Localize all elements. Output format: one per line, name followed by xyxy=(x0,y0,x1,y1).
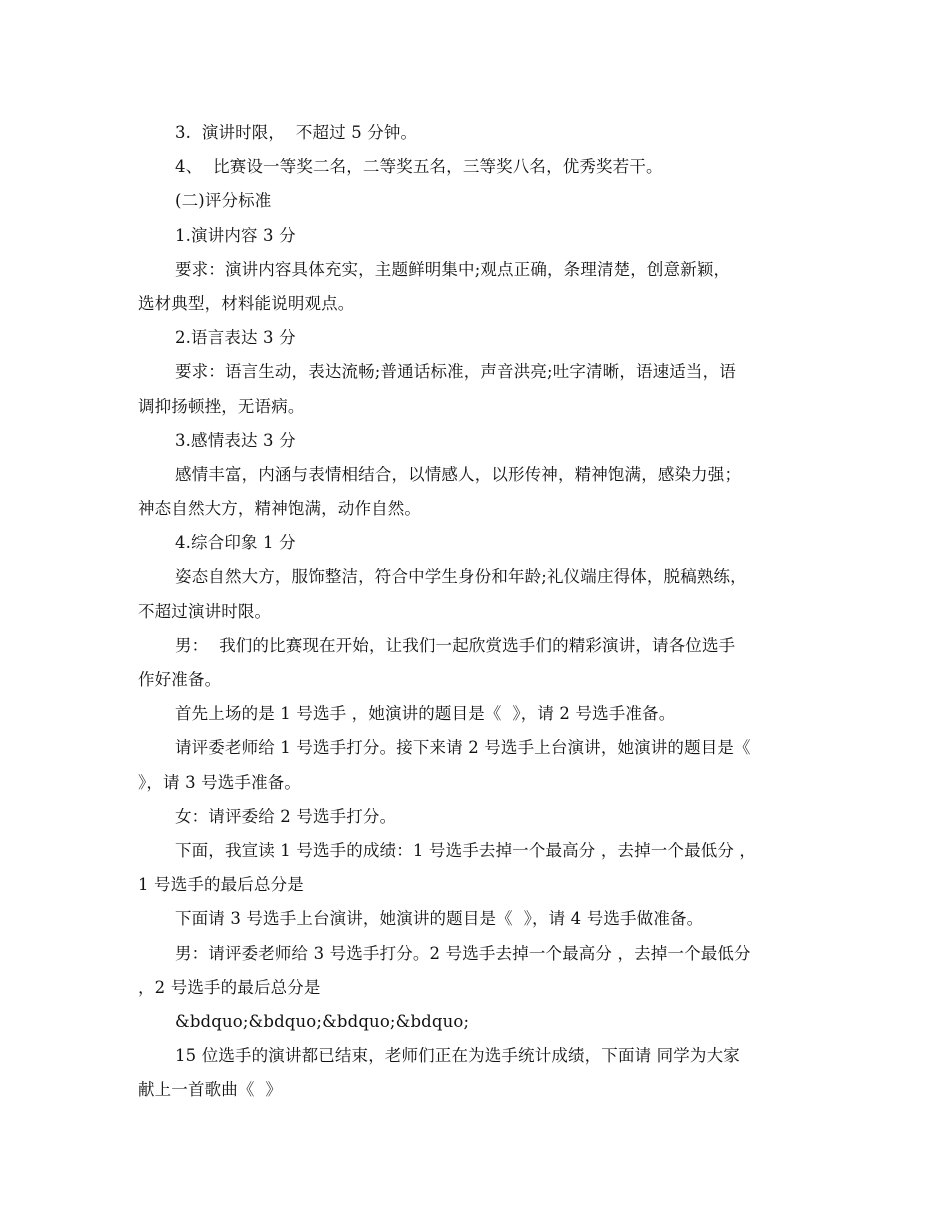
criterion-heading: 4.综合印象 1 分 xyxy=(175,533,296,553)
text-line: 作好准备。 xyxy=(138,670,222,689)
text-line: 选材典型，材料能说明观点。 xyxy=(138,293,355,313)
text-line: 要求：语言生动，表达流畅;普通话标准，声音洪亮;吐字清晰，语速适当，语 xyxy=(175,362,736,382)
text-line: 要求：演讲内容具体充实，主题鲜明集中;观点正确，条理清楚，创意新颖， xyxy=(175,259,731,279)
text-line: 感情丰富，内涵与表情相结合，以情感人，以形传神，精神饱满，感染力强； xyxy=(175,464,742,484)
text-line: 献上一首歌曲《 》 xyxy=(138,1080,282,1100)
text-line: 4、 比赛设一等奖二名，二等奖五名，三等奖八名，优秀奖若干。 xyxy=(175,157,663,177)
text-line: 男：请评委老师给 3 号选手打分。2 号选手去掉一个最高分 ，去掉一个最低分 xyxy=(175,943,751,963)
section-heading: (二)评分标准 xyxy=(175,191,272,211)
text-line: 1 号选手的最后总分是 xyxy=(138,875,304,895)
text-line: 神态自然大方，精神饱满，动作自然。 xyxy=(138,499,422,519)
text-line: 下面请 3 号选手上台演讲，她演讲的题目是《 》，请 4 号选手做准备。 xyxy=(175,909,704,929)
criterion-heading: 2.语言表达 3 分 xyxy=(175,328,296,348)
text-line: 下面，我宣读 1 号选手的成绩：1 号选手去掉一个最高分 ，去掉一个最低分 ， xyxy=(175,840,757,860)
text-line: &bdquo;&bdquo;&bdquo;&bdquo; xyxy=(175,1011,470,1031)
text-line: 请评委老师给 1 号选手打分。接下来请 2 号选手上台演讲，她演讲的题目是《 xyxy=(175,738,751,758)
text-line: 调抑扬顿挫，无语病。 xyxy=(138,396,305,416)
criterion-heading: 3.感情表达 3 分 xyxy=(175,430,296,450)
text-line: 姿态自然大方，服饰整洁，符合中学生身份和年龄;礼仪端庄得体，脱稿熟练， xyxy=(175,567,747,587)
text-line: 女：请评委给 2 号选手打分。 xyxy=(175,806,397,826)
criterion-heading: 1.演讲内容 3 分 xyxy=(175,225,296,245)
text-line: ，2 号选手的最后总分是 xyxy=(138,977,321,997)
text-line: 15 位选手的演讲都已结束，老师们正在为选手统计成绩，下面请 同学为大家 xyxy=(175,1046,740,1066)
text-line: 》，请 3 号选手准备。 xyxy=(138,772,302,792)
text-line: 男： 我们的比赛现在开始，让我们一起欣赏选手们的精彩演讲，请各位选手 xyxy=(175,635,736,655)
text-line: 不超过演讲时限。 xyxy=(138,601,272,621)
text-line: 3. 演讲时限， 不超过 5 分钟。 xyxy=(175,123,418,142)
text-line: 首先上场的是 1 号选手 ，她演讲的题目是《 》，请 2 号选手准备。 xyxy=(175,704,676,724)
document-body xyxy=(138,116,814,1107)
